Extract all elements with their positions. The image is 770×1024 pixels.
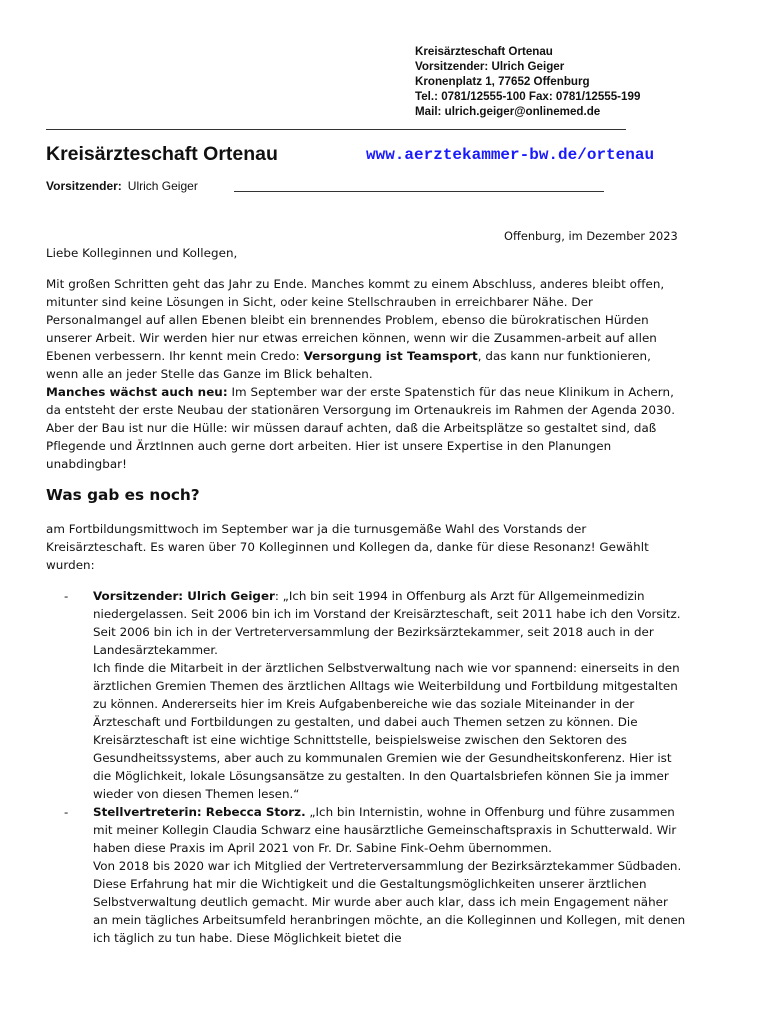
board-list [46,587,686,947]
intro-text-b: , das kann nur funktionieren, wenn alle an jeder Stelle das Ganze im Blick behalten. [46,349,651,381]
board-member-name: Vorsitzender: Ulrich Geiger [93,589,275,603]
greeting: Liebe Kolleginnen und Kollegen, [46,246,238,260]
letter-date: Offenburg, im Dezember 2023 [504,229,678,243]
page-title: Kreisärzteschaft Ortenau [46,143,278,165]
letterhead-mail: Mail: ulrich.geiger@onlinemed.de [415,105,601,118]
letterhead-phone: Tel.: 0781/12555-100 Fax: 0781/12555-199 [415,90,641,103]
section-heading: Was gab es noch? [46,486,200,504]
letterhead-chair: Vorsitzender: Ulrich Geiger [415,60,565,73]
board-member-text: Ich finde die Mitarbeit in der ärztlichen Selbstverwaltung nach wie vor spannend: einerseits in den ärztlichen Gremien Themen des ärztlichen Alltags wie Weiterbildung und Fortbildung mitgestalten zu können. Andererseits hier im Kreis Aufgabenbereiche wie das soziale Miteinander in der Ärzteschaft und Fortbildungen zu gestalten, und dabei auch Themen setzen zu können. Die Kreisärzteschaft ist eine wichtige Schnittstelle, beispielsweise zwischen den Sektoren des Gesundheitssystems, aber auch zu kommunalen Gremien wie der Gesundheitskonferenz. Hier ist die Möglichkeit, lokale Lösungsansätze zu gestalten. In den Quartalsbriefen können Sie ja immer wieder von diesen Themen lesen.“ [93,661,680,801]
header-divider [46,129,626,130]
intro-text-a: Mit großen Schritten geht das Jahr zu Ende. Manches kommt zu einem Abschluss, anderes bleibt offen, mitunter sind keine Lösungen in Sicht, oder keine Stellschrauben in erreichbarer Nähe. Der Personalmangel auf allen Ebenen bleibt ein brennendes Problem, ebenso die bürokratischen Hürden unserer Arbeit. Wir werden hier nur etwas erreichen können, wenn wir die Zusammen-arbeit auf allen Ebenen verbessern. Ihr kennt mein Credo: [46,277,665,363]
chair-label: Vorsitzender: [46,179,122,193]
news-lead: Manches wächst auch neu: [46,385,228,399]
list-dash: - [64,805,69,819]
list-item [46,803,686,947]
intro-text-c: Im September war der erste Spatenstich für das neue Klinikum in Achern, da entsteht der erste Neubau der stationären Versorgung im Ortenaukreis im Rahmen der Agenda 2030. Aber der Bau ist nur die Hülle: wir müssen darauf achten, daß die Arbeitsplätze so gestaltet sind, daß Pflegende und ÄrztInnen auch gerne dort arbeiten. Hier ist unsere Expertise in den Planungen unabdingbar! [46,385,676,471]
letterhead-street: Kronenplatz 1, 77652 Offenburg [415,75,590,88]
letterhead-org: Kreisärzteschaft Ortenau [415,45,553,58]
election-paragraph: am Fortbildungsmittwoch im September war ja die turnusgemäße Wahl des Vorstands der Kreisärzteschaft. Es waren über 70 Kolleginnen und Kollegen da, danke für diese Resonanz! Gewählt wurden: [46,522,649,572]
letterhead-address [415,44,745,119]
chair-line [46,179,198,193]
chair-divider [234,191,604,192]
list-dash: - [64,589,69,603]
list-item [46,587,686,803]
website-link[interactable]: www.aerztekammer-bw.de/ortenau [366,146,655,164]
board-member-text: : „Ich bin seit 1994 in Offenburg als Arzt für Allgemeinmedizin niedergelassen. Seit 2006 bin ich im Vorstand der Kreisärzteschaft, seit 2011 habe ich den Vorsitz. Seit 2006 bin ich in der Vertreterversammlung der Bezirksärztekammer, seit 2018 auch in der Landesärztekammer. [93,589,681,657]
board-member-text: Von 2018 bis 2020 war ich Mitglied der Vertreterversammlung der Bezirksärztekammer Südbaden. Diese Erfahrung hat mir die Wichtigkeit und die Gestaltungsmöglichkeiten unserer ärztlichen Selbstverwaltung deutlich gemacht. Mir wurde aber auch klar, dass ich mein Engagement näher an mein tägliches Arbeitsumfeld heranbringen möchte, an die Kolleginnen und Kollegen, mit denen ich täglich zu tun habe. Diese Möglichkeit bietet die [93,859,686,945]
intro-paragraph [46,275,684,473]
credo-text: Versorgung ist Teamsport [303,349,478,363]
board-member-name: Stellvertreterin: Rebecca Storz. [93,805,306,819]
board-member-text: „Ich bin Internistin, wohne in Offenburg und führe zusammen mit meiner Kollegin Claudia Schwarz eine hausärztliche Gemeinschaftspraxis in Schutterwald. Wir haben diese Praxis im April 2021 von Fr. Dr. Sabine Fink-Oehm übernommen. [93,805,677,855]
chair-name: Ulrich Geiger [127,179,198,193]
